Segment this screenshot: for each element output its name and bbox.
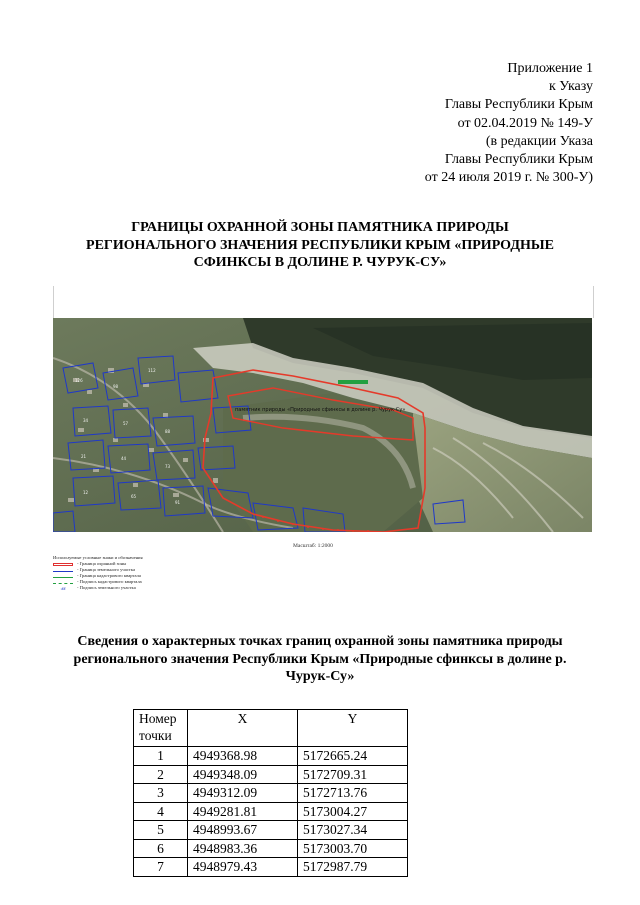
x-value: 4948983.36 (188, 839, 298, 858)
y-value: 5172665.24 (298, 747, 408, 766)
cadastral-quarter-symbol (53, 577, 73, 579)
table-row (134, 784, 408, 803)
section-line: Чурук-Су» (285, 669, 355, 684)
land-plot-symbol (53, 571, 73, 573)
x-value: 4949281.81 (188, 802, 298, 821)
header-x: X (188, 710, 298, 747)
x-value: 4948993.67 (188, 821, 298, 840)
point-number: 1 (134, 747, 188, 766)
svg-text:65: 65 (131, 494, 137, 499)
x-value: 4949368.98 (188, 747, 298, 766)
document-title (40, 219, 600, 272)
zone-map (53, 286, 592, 554)
point-number: 2 (134, 765, 188, 784)
appendix-line: Главы Республики Крым (444, 97, 593, 113)
map-scale: Масштаб: 1:2000 (293, 543, 333, 549)
coordinates-table (133, 709, 408, 877)
x-value: 4949348.09 (188, 765, 298, 784)
legend-item-label: - Граница земельного участка (77, 567, 135, 572)
map-top-margin (53, 286, 594, 318)
y-value: 5173003.70 (298, 839, 408, 858)
appendix-line: Главы Республики Крым (444, 152, 593, 168)
svg-text:91: 91 (175, 500, 181, 505)
zone-boundary-symbol (53, 563, 73, 566)
legend-item-label: - Граница кадастрового квартала (77, 573, 141, 578)
y-value: 5173004.27 (298, 802, 408, 821)
header-y: Y (298, 710, 408, 747)
legend-title: Используемые условные знаки и обозначения (53, 555, 143, 560)
svg-text:112: 112 (148, 368, 156, 373)
title-line: РЕГИОНАЛЬНОГО ЗНАЧЕНИЯ РЕСПУБЛИКИ КРЫМ «ПРИРОДНЫЕ (86, 237, 554, 253)
title-line: ГРАНИЦЫ ОХРАННОЙ ЗОНЫ ПАМЯТНИКА ПРИРОДЫ (131, 220, 509, 235)
table-row (134, 858, 408, 877)
legend-item-label: - Граница охранной зоны (77, 561, 127, 566)
svg-text:73: 73 (165, 464, 171, 469)
satellite-map-image (53, 318, 592, 532)
table-row (134, 821, 408, 840)
section-line: Сведения о характерных точках границ охранной зоны памятника природы (77, 634, 563, 649)
section-title (40, 633, 600, 686)
plot-caption-symbol: :## (60, 585, 66, 591)
map-legend (53, 555, 213, 600)
appendix-line: от 02.04.2019 № 149-У (457, 115, 593, 131)
appendix-line: от 24 июля 2019 г. № 300-У) (424, 170, 593, 186)
header-point-number: Номер точки (134, 710, 188, 747)
x-value: 4948979.43 (188, 858, 298, 877)
svg-text:57: 57 (123, 421, 129, 426)
y-value: 5172987.79 (298, 858, 408, 877)
svg-text:44: 44 (121, 456, 127, 461)
svg-text:88: 88 (165, 429, 171, 434)
table-row (134, 839, 408, 858)
point-number: 3 (134, 784, 188, 803)
svg-text:21: 21 (81, 454, 87, 459)
y-value: 5172709.31 (298, 765, 408, 784)
appendix-line: к Указу (548, 79, 593, 95)
svg-text:98: 98 (113, 384, 119, 389)
point-number: 5 (134, 821, 188, 840)
table-header-row (134, 710, 408, 747)
point-number: 4 (134, 802, 188, 821)
y-value: 5172713.76 (298, 784, 408, 803)
appendix-header (425, 60, 593, 187)
svg-text:12: 12 (83, 490, 89, 495)
legend-item-label: - Подпись кадастрового квартала (77, 579, 142, 584)
point-number: 7 (134, 858, 188, 877)
section-line: регионального значения Республики Крым «Природные сфинксы в долине р. (73, 651, 567, 667)
point-number: 6 (134, 839, 188, 858)
x-value: 4949312.09 (188, 784, 298, 803)
y-value: 5173027.34 (298, 821, 408, 840)
zone-label: памятник природы «Природные сфинксы в долине р. Чурук-Су» (235, 407, 406, 413)
appendix-line: (в редакции Указа (485, 133, 593, 149)
svg-text:34: 34 (83, 418, 89, 423)
legend-item-label: - Подпись земельного участка (77, 585, 136, 590)
svg-text:126: 126 (75, 378, 83, 383)
table-row (134, 802, 408, 821)
table-row (134, 747, 408, 766)
appendix-line: Приложение 1 (507, 61, 593, 76)
legend-item (53, 585, 213, 591)
table-row (134, 765, 408, 784)
title-line: СФИНКСЫ В ДОЛИНЕ Р. ЧУРУК-СУ» (193, 255, 447, 270)
